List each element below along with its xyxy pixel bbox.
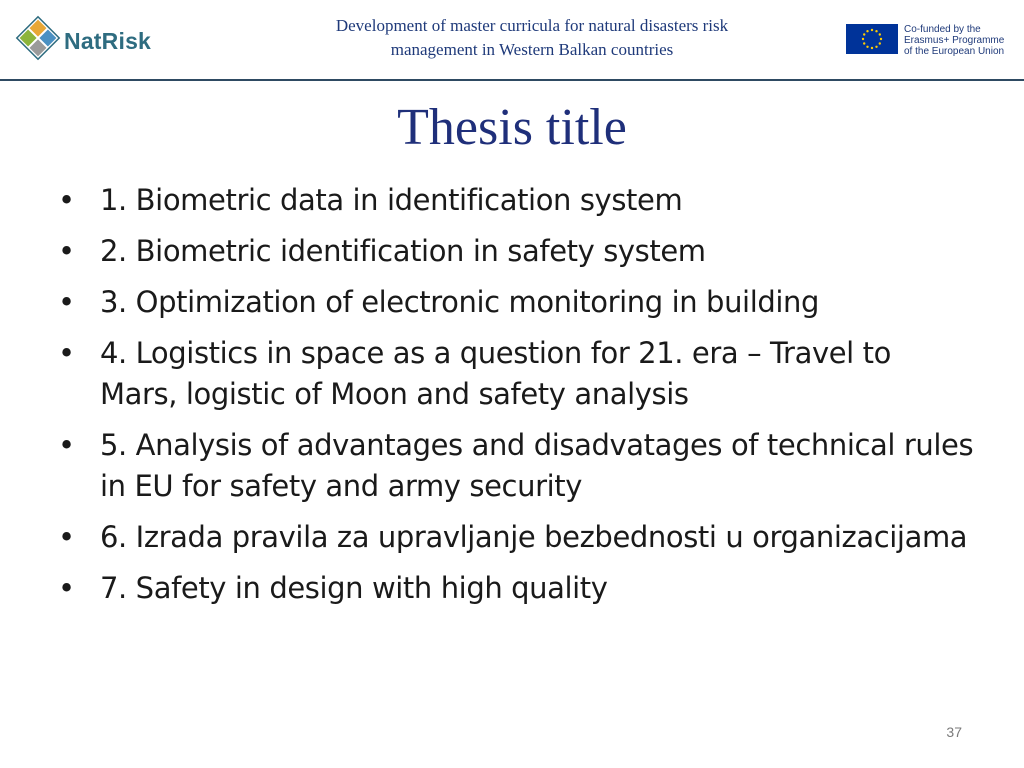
logo-wordmark [64,28,151,55]
list-item-text: 2. Biometric identification in safety system [100,234,706,268]
list-item-text: 5. Analysis of advantages and disadvatages of technical rules in EU for safety and army security [100,428,974,503]
bullet-icon: • [58,428,75,462]
list-item-text: 6. Izrada pravila za upravljanje bezbednosti u organizacijama [100,520,968,554]
logo-wordmark-rest: atRisk [80,28,152,54]
list-item [56,568,976,609]
list-item [56,282,976,323]
list-item [56,517,976,558]
bullet-icon: • [58,234,75,268]
bullet-icon: • [58,571,75,605]
bullet-icon: • [58,520,75,554]
bullet-icon: • [58,336,75,370]
slide-title: Thesis title [397,99,627,156]
page-number: 37 [946,724,962,740]
project-title-line1: Development of master curricula for natural disasters risk [335,16,729,35]
project-title [262,14,802,62]
bullet-icon: • [58,183,75,217]
logo-letter-n: N [64,28,81,54]
project-title-line2: management in Western Balkan countries [390,40,674,59]
thesis-list [56,180,976,619]
slide-header [0,0,1024,80]
bullet-icon: • [58,285,75,319]
list-item-text: 3. Optimization of electronic monitoring in building [100,285,820,319]
eu-text-line1: Co-funded by the [904,24,981,35]
eu-text-line3: of the European Union [904,46,1005,57]
eu-flag-icon [846,24,898,54]
list-item [56,180,976,221]
eu-cofunding-text [904,24,1020,57]
natrisk-logo [8,6,168,70]
list-item [56,231,976,272]
list-item-text: 7. Safety in design with high quality [100,571,608,605]
header-divider [0,79,1024,81]
list-item-text: 1. Biometric data in identification system [100,183,683,217]
list-item [56,333,976,415]
list-item-text: 4. Logistics in space as a question for 21. era – Travel to Mars, logistic of Moon and safety analysis [100,336,891,411]
eu-text-line2: Erasmus+ Programme [904,35,1005,46]
list-item [56,425,976,507]
natrisk-diamond-icon [8,6,68,70]
